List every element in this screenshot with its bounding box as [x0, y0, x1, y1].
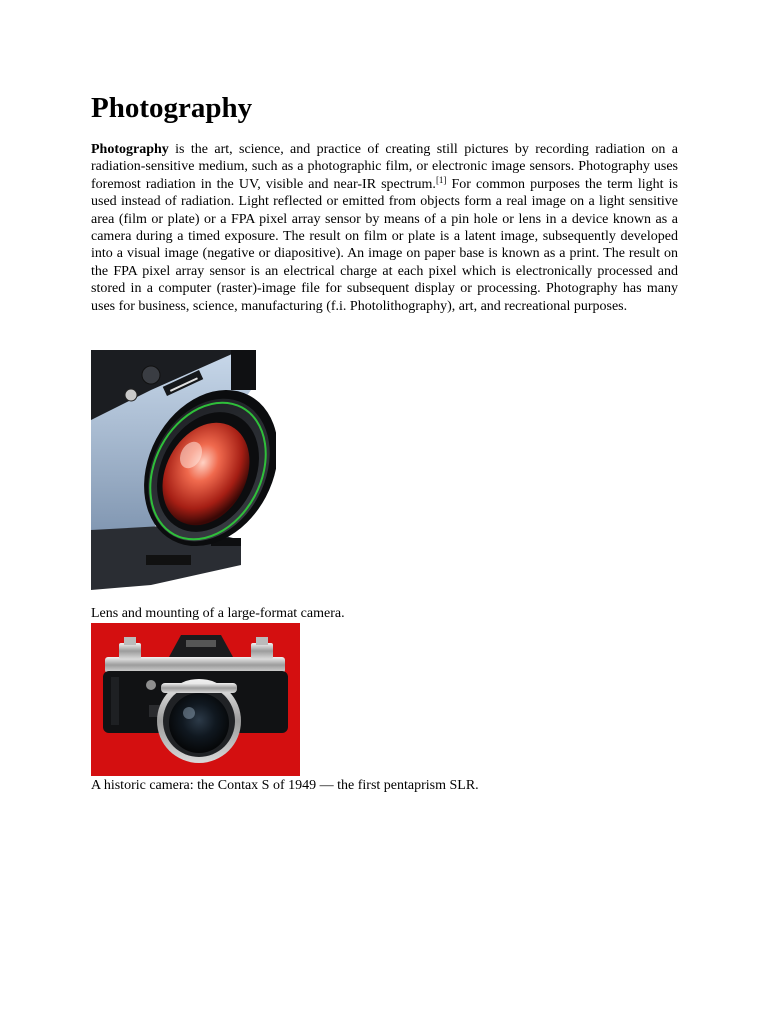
paragraph-part-1: is the art, science, and practice of creating still pictures by recording radiation on a radiation-sensitive medium, such as a photographic film, or electronic image sensors. Photography uses foremost radiation in the UV, visible and near-IR spectrum. [91, 142, 678, 192]
footnote-link[interactable]: [1] [435, 174, 447, 185]
large-format-lens-photo [91, 350, 276, 590]
figure-caption: Lens and mounting of a large-format camera. [91, 606, 345, 621]
contax-s-camera-photo [91, 623, 300, 776]
lead-term: Photography [91, 142, 169, 157]
figure-caption: A historic camera: the Contax S of 1949 — the first pentaprism SLR. [91, 778, 479, 793]
intro-paragraph [91, 141, 678, 315]
page-title: Photography [91, 92, 253, 124]
paragraph-part-2: For common purposes the term light is used instead of radiation. Light reflected or emitted from objects form a real image on a light sensitive area (film or plate) or a FPA pixel array sensor by means of a pin hole or lens in a device known as a camera during a timed exposure. The result on film or plate is a latent image, subsequently developed into a visual image (negative or diapositive). An image on paper base is known as a print. The result on the FPA pixel array sensor is an electrical charge at each pixel which is electronically processed and stored in a computer (raster)-image file for subsequent display or processing. Photography has many uses for business, science, manufacturing (f.i. Photolithography), art, and recreational purposes. [91, 176, 678, 314]
